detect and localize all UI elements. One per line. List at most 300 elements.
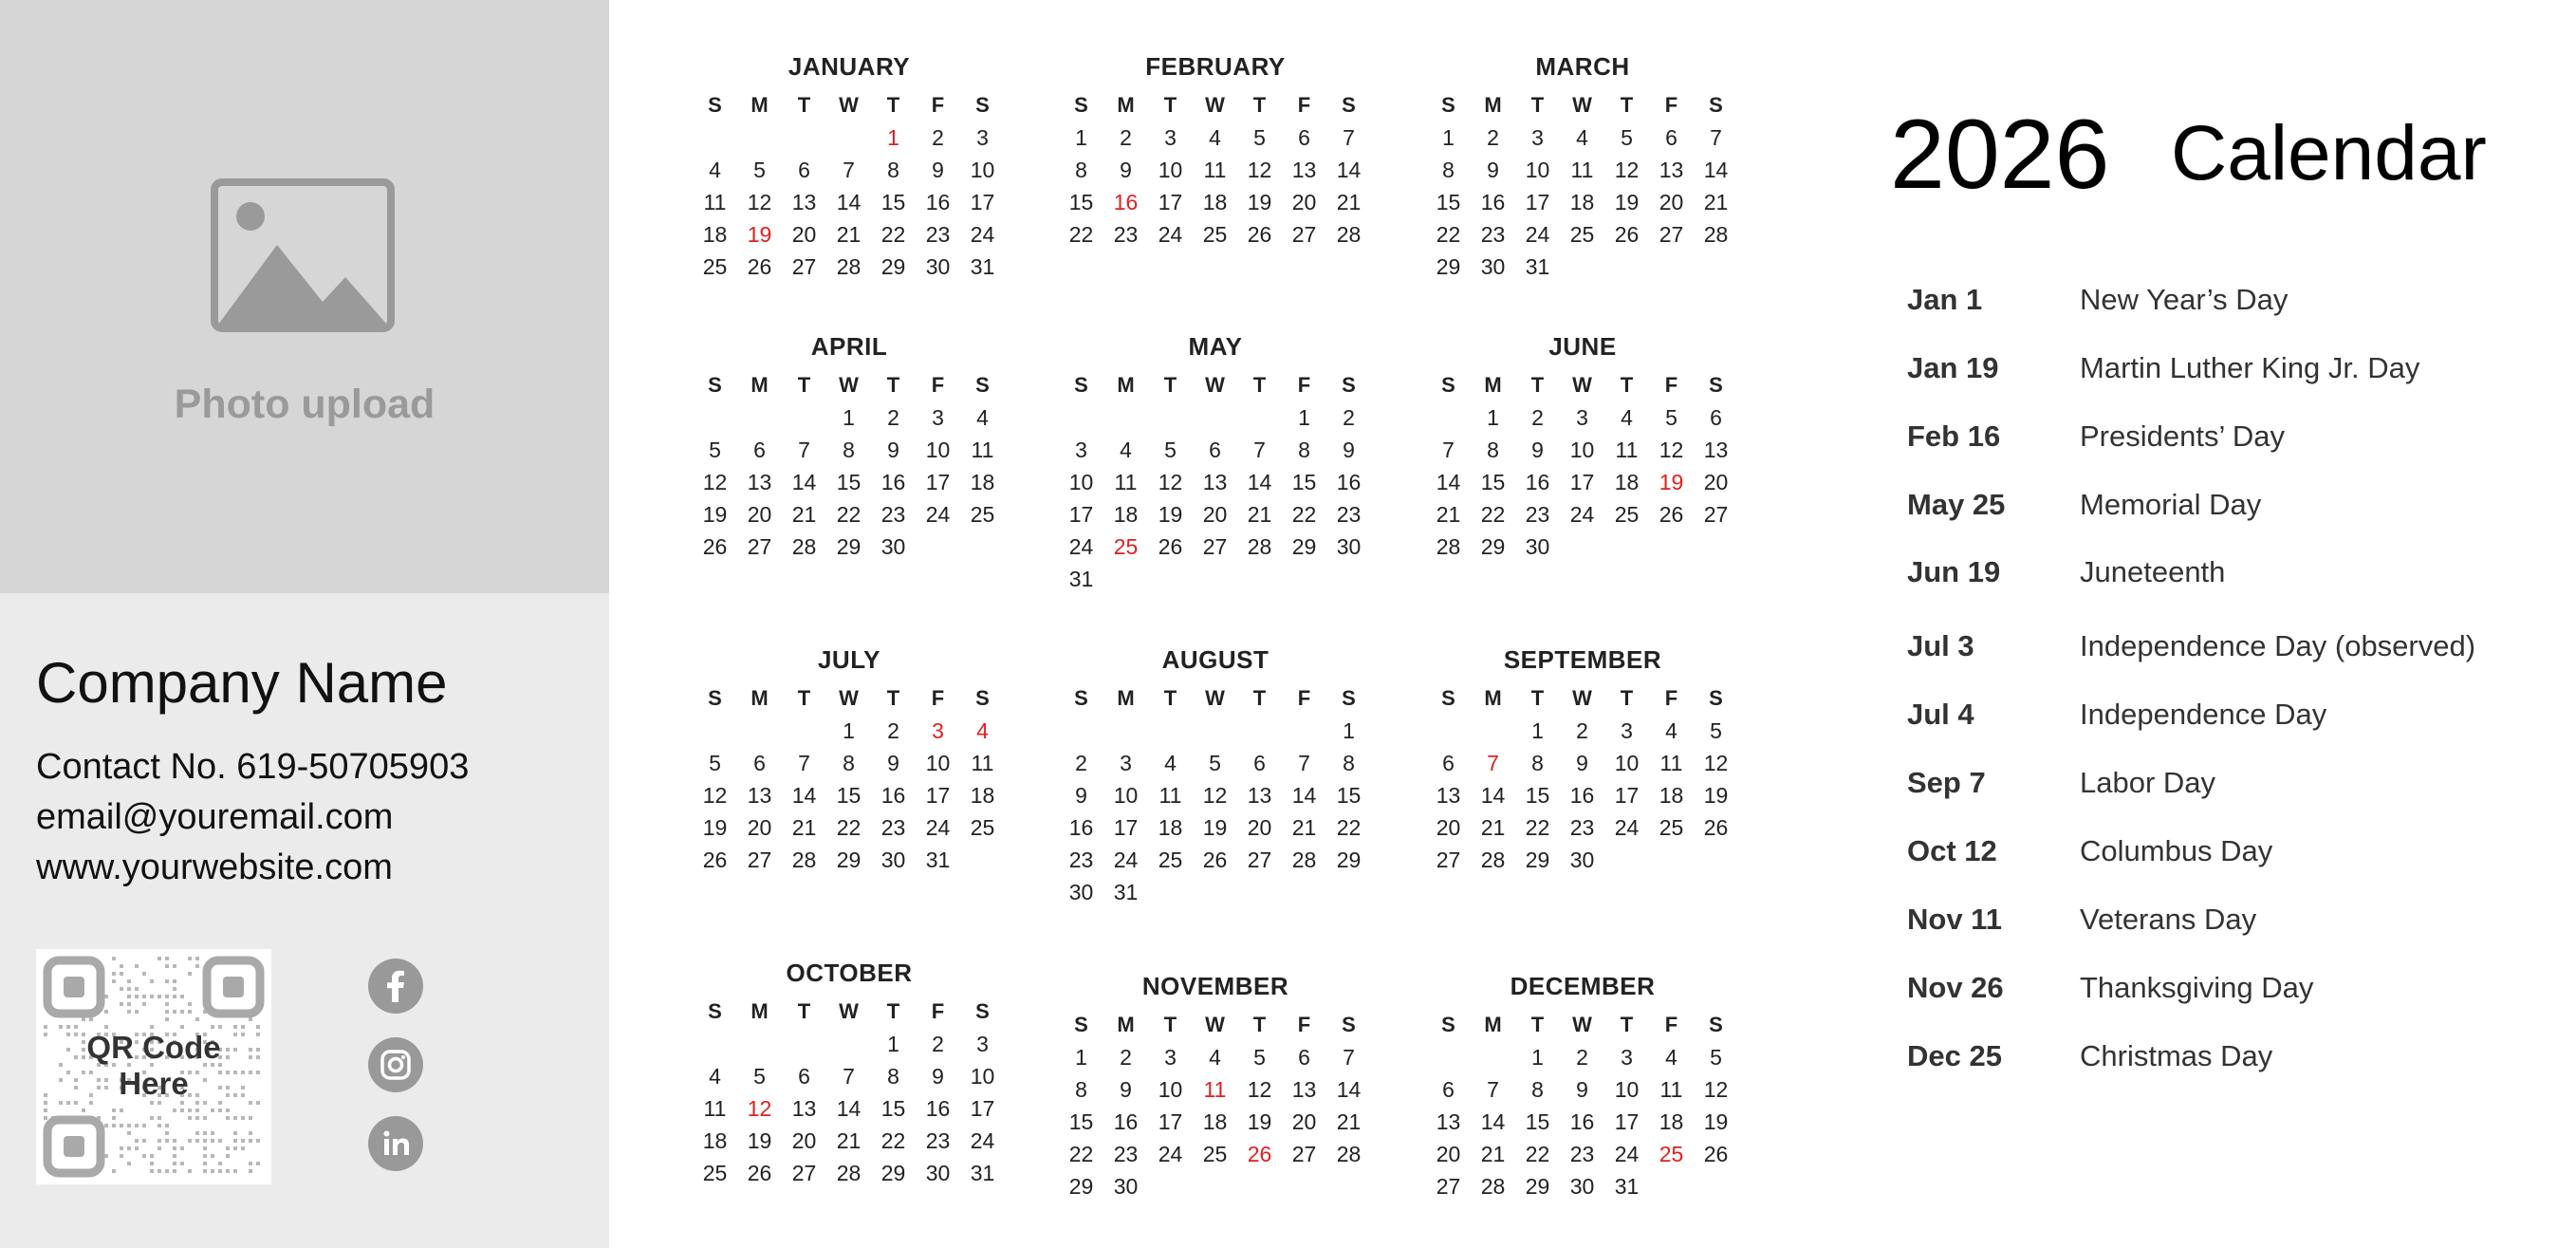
month-name: NOVEMBER — [1141, 972, 1289, 1000]
empty-day — [737, 121, 782, 154]
day-cell: 2 — [1075, 751, 1087, 775]
day-cell: 24 — [1113, 848, 1139, 872]
day-cell: 4 — [976, 405, 989, 430]
day-cell: 29 — [1436, 254, 1461, 279]
day-cell: 29 — [1291, 534, 1317, 559]
month-name: SEPTEMBER — [1503, 645, 1662, 674]
week-row — [1426, 531, 1739, 563]
holiday-item — [1907, 971, 2552, 1018]
day-cell: 16 — [1569, 783, 1595, 808]
day-cell: 5 — [1253, 125, 1266, 150]
day-cell: 8 — [1298, 438, 1310, 462]
day-cell: 5 — [753, 1064, 766, 1089]
week-row — [693, 251, 1006, 283]
holiday-item — [1907, 629, 2552, 677]
day-cell: 28 — [1480, 1174, 1506, 1199]
day-cell: 20 — [747, 815, 772, 840]
day-cell: 26 — [747, 254, 772, 279]
day-cell: 2 — [887, 405, 899, 430]
empty-day — [1694, 251, 1738, 283]
empty-day — [1694, 844, 1738, 876]
day-cell: 10 — [1614, 1077, 1640, 1102]
day-cell: 1 — [1487, 405, 1499, 430]
day-cell: 28 — [1436, 534, 1461, 559]
day-cell: 22 — [1068, 1142, 1094, 1166]
instagram-icon[interactable] — [368, 1037, 423, 1092]
day-cell: 17 — [970, 1096, 995, 1121]
week-row — [1059, 186, 1372, 218]
weekday-header — [1059, 1009, 1372, 1041]
month-may — [1059, 327, 1372, 595]
day-cell: 7 — [1253, 438, 1266, 462]
linkedin-icon[interactable] — [368, 1116, 423, 1171]
day-cell: 1 — [1075, 125, 1087, 150]
day-cell: 10 — [925, 438, 951, 462]
week-row — [1059, 531, 1372, 563]
day-cell: 13 — [791, 190, 817, 214]
empty-day — [1471, 715, 1515, 747]
day-cell: 26 — [1614, 222, 1640, 247]
day-cell: 6 — [798, 1064, 810, 1089]
day-cell: 21 — [1480, 1142, 1506, 1166]
day-cell: 26 — [1158, 534, 1183, 559]
weekday-header — [1426, 1009, 1739, 1041]
day-cell: 25 — [1614, 502, 1640, 527]
week-row — [693, 1157, 1006, 1189]
day-cell: 17 — [1113, 815, 1139, 840]
day-cell: 31 — [1525, 254, 1550, 279]
empty-day — [1193, 715, 1237, 747]
facebook-icon[interactable] — [368, 959, 423, 1014]
weekday-label: S — [708, 93, 722, 117]
weekday-header — [1059, 89, 1372, 121]
weekday-header — [1426, 89, 1739, 121]
day-cell: 7 — [1343, 125, 1355, 150]
day-cell: 27 — [1436, 848, 1461, 872]
day-cell: 4 — [976, 718, 989, 743]
day-cell: 19 — [1247, 1109, 1272, 1134]
day-cell: 19 — [702, 502, 728, 527]
holiday-item — [1907, 419, 2552, 467]
day-cell: 8 — [1075, 158, 1087, 182]
month-name: OCTOBER — [786, 959, 913, 987]
week-row — [1059, 844, 1372, 876]
holiday-date: Jul 3 — [1907, 629, 1974, 662]
weekday-label: F — [931, 999, 945, 1023]
day-cell: 11 — [1615, 438, 1639, 462]
empty-day — [782, 121, 826, 154]
photo-upload-area[interactable] — [0, 0, 609, 593]
weekday-label: T — [1530, 93, 1545, 117]
day-cell: 23 — [925, 1128, 951, 1153]
day-cell: 8 — [887, 1064, 899, 1089]
qr-code — [36, 949, 271, 1184]
day-cell: 24 — [1158, 1142, 1183, 1166]
empty-day — [1059, 401, 1103, 434]
week-row — [1426, 1041, 1739, 1073]
day-cell: 19 — [1614, 190, 1640, 214]
week-row — [1059, 811, 1372, 844]
empty-day — [1237, 563, 1282, 595]
holiday-item — [1907, 766, 2552, 813]
day-cell: 22 — [880, 1128, 906, 1153]
day-cell: 30 — [1569, 848, 1595, 872]
day-cell: 22 — [836, 815, 862, 840]
day-cell: 2 — [1343, 405, 1355, 430]
weekday-label: F — [1297, 373, 1311, 397]
day-cell: 1 — [1531, 1045, 1544, 1070]
weekday-header — [1059, 369, 1372, 401]
day-cell: 25 — [970, 815, 995, 840]
day-cell: 19 — [702, 815, 728, 840]
day-cell: 4 — [1621, 405, 1633, 430]
day-cell: 12 — [747, 190, 772, 214]
day-cell: 21 — [1247, 502, 1272, 527]
week-row — [693, 434, 1006, 466]
day-cell: 31 — [1614, 1174, 1640, 1199]
day-cell: 18 — [1614, 470, 1640, 494]
week-row — [693, 1060, 1006, 1092]
day-cell: 20 — [1247, 815, 1272, 840]
day-cell: 7 — [1487, 1077, 1499, 1102]
empty-day — [1694, 1170, 1738, 1202]
day-cell: 18 — [702, 222, 728, 247]
day-cell: 4 — [709, 158, 721, 182]
day-cell: 6 — [1298, 125, 1310, 150]
day-cell: 16 — [1480, 190, 1506, 214]
day-cell: 18 — [1569, 190, 1595, 214]
week-row — [1426, 1170, 1739, 1202]
day-cell: 15 — [880, 190, 906, 214]
day-cell: 27 — [1659, 222, 1684, 247]
day-cell: 7 — [798, 438, 810, 462]
day-cell: 15 — [1068, 1109, 1094, 1134]
holiday-date: Jan 1 — [1907, 283, 1983, 316]
day-cell: 30 — [1569, 1174, 1595, 1199]
day-cell: 30 — [1113, 1174, 1139, 1199]
day-cell: 17 — [1614, 783, 1640, 808]
empty-day — [737, 715, 782, 747]
holiday-item — [1907, 555, 2552, 603]
week-row — [1059, 779, 1372, 811]
holiday-name: Columbus Day — [2080, 834, 2273, 867]
empty-day — [1282, 563, 1326, 595]
contact-phone: Contact No. 619-50705903 — [36, 747, 470, 787]
day-cell: 15 — [1068, 190, 1094, 214]
day-cell: 21 — [1336, 190, 1362, 214]
day-cell: 12 — [1247, 158, 1272, 182]
day-cell: 29 — [880, 254, 906, 279]
holiday-date: Jul 4 — [1907, 698, 1974, 731]
week-row — [693, 218, 1006, 251]
month-august — [1059, 641, 1372, 908]
weekday-label: W — [839, 373, 859, 397]
day-cell: 21 — [1480, 815, 1506, 840]
empty-day — [1148, 401, 1193, 434]
day-cell: 15 — [1291, 470, 1317, 494]
weekday-label: W — [1205, 686, 1225, 710]
day-cell: 5 — [1710, 718, 1722, 743]
day-cell: 13 — [791, 1096, 817, 1121]
day-cell: 13 — [1436, 1109, 1461, 1134]
day-cell: 11 — [1158, 783, 1182, 808]
day-cell: 6 — [1253, 751, 1266, 775]
empty-day — [1237, 401, 1282, 434]
weekday-label: T — [1163, 1013, 1177, 1036]
day-cell: 28 — [791, 534, 817, 559]
day-cell: 21 — [791, 815, 817, 840]
day-cell: 21 — [791, 502, 817, 527]
day-cell: 15 — [1525, 783, 1550, 808]
day-cell: 9 — [932, 1064, 944, 1089]
weekday-label: S — [1441, 686, 1455, 710]
week-row — [1059, 1041, 1372, 1073]
day-cell: 4 — [709, 1064, 721, 1089]
week-row — [693, 844, 1006, 876]
weekday-label: S — [1441, 1013, 1455, 1036]
day-cell: 20 — [747, 502, 772, 527]
day-cell: 15 — [1336, 783, 1362, 808]
day-cell: 18 — [1659, 1109, 1684, 1134]
day-cell: 28 — [836, 254, 862, 279]
weekday-label: W — [1572, 1013, 1592, 1036]
week-row — [693, 715, 1006, 747]
day-cell: 17 — [925, 783, 951, 808]
day-cell: 8 — [1531, 751, 1544, 775]
day-cell: 1 — [843, 405, 855, 430]
day-cell: 14 — [836, 1096, 862, 1121]
day-cell: 24 — [1569, 502, 1595, 527]
day-cell: 5 — [1164, 438, 1177, 462]
day-cell: 12 — [702, 470, 728, 494]
month-november — [1059, 967, 1372, 1202]
day-cell: 18 — [1202, 190, 1228, 214]
day-cell: 29 — [836, 534, 862, 559]
weekday-label: T — [1252, 93, 1267, 117]
day-cell: 25 — [702, 254, 728, 279]
day-cell: 3 — [932, 405, 944, 430]
week-row — [1059, 466, 1372, 498]
weekday-label: S — [708, 686, 722, 710]
company-name: Company Name — [36, 651, 448, 715]
day-cell: 3 — [1075, 438, 1087, 462]
day-cell: 13 — [1291, 158, 1317, 182]
day-cell: 28 — [836, 1161, 862, 1185]
weekday-label: M — [1484, 93, 1502, 117]
day-cell: 22 — [836, 502, 862, 527]
day-cell: 18 — [702, 1128, 728, 1153]
day-cell: 24 — [970, 222, 995, 247]
weekday-label: T — [1163, 373, 1177, 397]
weekday-label: W — [839, 686, 859, 710]
week-row — [1426, 121, 1739, 154]
month-name: JANUARY — [788, 52, 911, 81]
day-cell: 24 — [925, 502, 951, 527]
day-cell: 8 — [1442, 158, 1455, 182]
day-cell: 8 — [843, 751, 855, 775]
weekday-label: S — [975, 373, 990, 397]
weekday-label: M — [751, 93, 769, 117]
month-april — [693, 327, 1006, 563]
holiday-name: Christmas Day — [2080, 1039, 2273, 1072]
day-cell: 10 — [1068, 470, 1094, 494]
day-cell: 30 — [1525, 534, 1550, 559]
weekday-label: T — [1620, 373, 1634, 397]
holiday-name: New Year’s Day — [2080, 283, 2289, 316]
day-cell: 3 — [932, 718, 944, 743]
week-row — [1426, 401, 1739, 434]
empty-day — [1649, 1170, 1694, 1202]
day-cell: 1 — [887, 1032, 899, 1056]
empty-day — [1282, 876, 1326, 908]
month-name: JUNE — [1548, 332, 1617, 361]
week-row — [1426, 498, 1739, 531]
weekday-label: S — [708, 373, 722, 397]
weekday-label: F — [1664, 93, 1678, 117]
week-row — [693, 811, 1006, 844]
day-cell: 8 — [1531, 1077, 1544, 1102]
day-cell: 6 — [1209, 438, 1221, 462]
day-cell: 10 — [1113, 783, 1139, 808]
day-cell: 5 — [1209, 751, 1221, 775]
day-cell: 9 — [1343, 438, 1355, 462]
day-cell: 25 — [702, 1161, 728, 1185]
day-cell: 25 — [1202, 222, 1228, 247]
week-row — [1426, 715, 1739, 747]
week-row — [1059, 1106, 1372, 1138]
day-cell: 14 — [791, 470, 817, 494]
holiday-date: Nov 11 — [1907, 903, 2002, 936]
day-cell: 2 — [1120, 1045, 1132, 1070]
day-cell: 26 — [1703, 815, 1729, 840]
weekday-label: F — [1664, 686, 1678, 710]
empty-day — [960, 844, 1005, 876]
weekday-label: S — [1709, 93, 1723, 117]
day-cell: 23 — [1068, 848, 1094, 872]
day-cell: 16 — [1113, 1109, 1139, 1134]
holiday-date: Oct 12 — [1907, 834, 1997, 867]
day-cell: 23 — [1113, 222, 1139, 247]
day-cell: 2 — [1576, 1045, 1588, 1070]
weekday-label: T — [1252, 373, 1267, 397]
day-cell: 7 — [843, 158, 855, 182]
holiday-name: Thanksgiving Day — [2080, 971, 2314, 1004]
week-row — [693, 1125, 1006, 1157]
weekday-header — [1426, 682, 1739, 715]
weekday-label: S — [1441, 93, 1455, 117]
weekday-header — [693, 996, 1006, 1028]
week-row — [693, 121, 1006, 154]
day-cell: 6 — [1442, 1077, 1455, 1102]
weekday-label: M — [1117, 373, 1135, 397]
holiday-item — [1907, 488, 2552, 535]
week-row — [1059, 401, 1372, 434]
day-cell: 28 — [1703, 222, 1729, 247]
weekday-label: S — [1709, 373, 1723, 397]
day-cell: 24 — [1158, 222, 1183, 247]
empty-day — [1604, 251, 1649, 283]
empty-day — [1237, 1170, 1282, 1202]
weekday-label: T — [886, 93, 900, 117]
week-row — [693, 401, 1006, 434]
week-row — [1059, 715, 1372, 747]
month-name: MARCH — [1535, 52, 1630, 81]
holiday-item — [1907, 351, 2552, 399]
weekday-header — [1059, 682, 1372, 715]
day-cell: 7 — [1710, 125, 1722, 150]
week-row — [1059, 747, 1372, 779]
day-cell: 26 — [1247, 1142, 1272, 1166]
day-cell: 6 — [753, 438, 766, 462]
weekday-label: S — [1074, 686, 1088, 710]
weekday-label: T — [1163, 686, 1177, 710]
day-cell: 17 — [1158, 1109, 1183, 1134]
day-cell: 10 — [1525, 158, 1550, 182]
weekday-label: T — [886, 999, 900, 1023]
day-cell: 8 — [843, 438, 855, 462]
day-cell: 27 — [1247, 848, 1272, 872]
day-cell: 18 — [1113, 502, 1139, 527]
day-cell: 24 — [925, 815, 951, 840]
month-december — [1426, 967, 1739, 1202]
day-cell: 19 — [1247, 190, 1272, 214]
day-cell: 30 — [880, 534, 906, 559]
empty-day — [1604, 531, 1649, 563]
holiday-name: Memorial Day — [2080, 488, 2262, 521]
empty-day — [1426, 401, 1471, 434]
day-cell: 10 — [1158, 158, 1183, 182]
day-cell: 26 — [1703, 1142, 1729, 1166]
week-row — [1059, 1138, 1372, 1170]
holiday-date: May 25 — [1907, 488, 2006, 521]
weekday-label: S — [1342, 686, 1356, 710]
week-row — [1059, 154, 1372, 186]
day-cell: 29 — [1336, 848, 1362, 872]
day-cell: 9 — [887, 438, 899, 462]
month-march — [1426, 47, 1739, 283]
day-cell: 7 — [798, 751, 810, 775]
weekday-header — [693, 369, 1006, 401]
day-cell: 24 — [1614, 1142, 1640, 1166]
day-cell: 9 — [1075, 783, 1087, 808]
day-cell: 9 — [1576, 751, 1588, 775]
holiday-name: Independence Day — [2080, 698, 2327, 731]
day-cell: 26 — [1659, 502, 1684, 527]
day-cell: 22 — [1525, 815, 1550, 840]
month-july — [693, 641, 1006, 876]
day-cell: 14 — [1247, 470, 1272, 494]
weekday-label: W — [1205, 373, 1225, 397]
day-cell: 17 — [1068, 502, 1094, 527]
day-cell: 26 — [1202, 848, 1228, 872]
weekday-label: F — [931, 93, 945, 117]
day-cell: 21 — [1703, 190, 1729, 214]
day-cell: 13 — [1436, 783, 1461, 808]
day-cell: 22 — [1480, 502, 1506, 527]
day-cell: 14 — [1436, 470, 1461, 494]
day-cell: 20 — [1202, 502, 1228, 527]
weekday-label: S — [1074, 1013, 1088, 1036]
day-cell: 9 — [1487, 158, 1499, 182]
day-cell: 19 — [747, 1128, 772, 1153]
day-cell: 14 — [1703, 158, 1729, 182]
day-cell: 2 — [1576, 718, 1588, 743]
day-cell: 25 — [1659, 1142, 1684, 1166]
day-cell: 22 — [1436, 222, 1461, 247]
holiday-date: Sep 7 — [1907, 766, 1986, 799]
week-row — [1426, 1106, 1739, 1138]
day-cell: 4 — [1665, 718, 1677, 743]
